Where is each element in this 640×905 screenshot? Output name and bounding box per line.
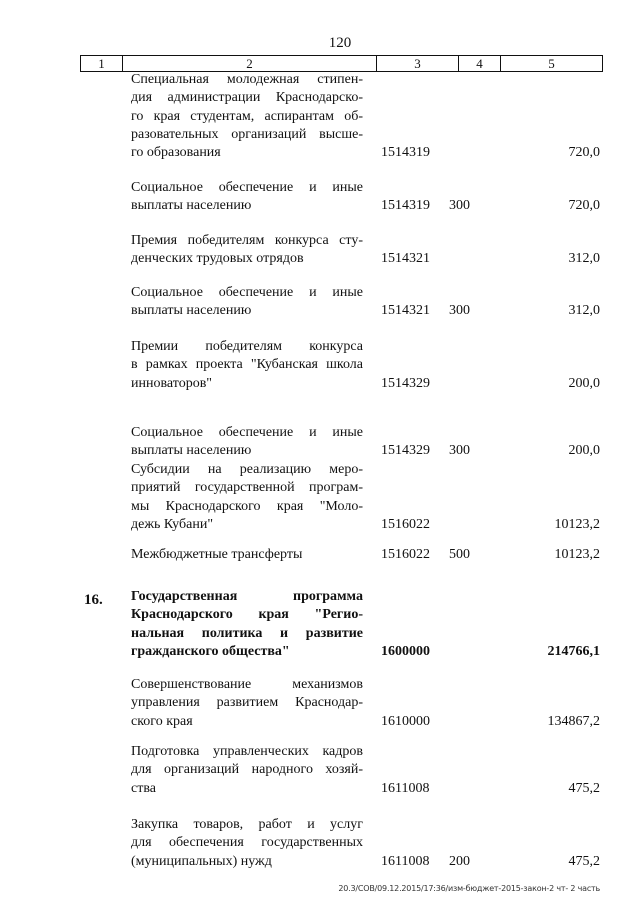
row-expense-type: 200 — [449, 853, 470, 869]
description-line: дежь Кубани" — [131, 516, 214, 532]
description-line: Специальная молодежная стипен- — [131, 72, 363, 87]
row-code: 1611008 — [381, 853, 430, 869]
description-line: выплаты населению — [131, 443, 252, 459]
row-code: 1514321 — [381, 251, 430, 267]
column-header-4: 4 — [459, 56, 501, 71]
page-number: 120 — [328, 35, 352, 51]
description-line: разовательных организаций высше- — [131, 126, 363, 142]
column-header-2: 2 — [123, 56, 377, 71]
row-description — [131, 461, 363, 534]
description-line: дия администрации Краснодарско- — [131, 90, 363, 106]
row-code: 1600000 — [381, 643, 430, 659]
column-header-1: 1 — [81, 56, 123, 71]
row-expense-type: 300 — [449, 303, 470, 319]
row-amount: 475,2 — [568, 780, 600, 796]
row-amount: 10123,2 — [554, 547, 600, 562]
row-amount: 10123,2 — [554, 516, 600, 532]
description-line: нальная политика и развитие — [131, 625, 363, 641]
table-header — [80, 55, 603, 72]
row-code: 1516022 — [381, 547, 430, 562]
description-line: Совершенствование механизмов — [131, 677, 363, 692]
row-description — [131, 232, 363, 269]
row-number: 16. — [84, 592, 103, 608]
description-line: го края студентам, аспирантам об- — [131, 108, 363, 124]
row-amount: 312,0 — [568, 303, 600, 319]
row-amount: 720,0 — [568, 198, 600, 214]
description-line: Социальное обеспечение и иные — [131, 425, 363, 440]
description-line: гражданского общества" — [131, 643, 290, 659]
row-description — [131, 424, 363, 461]
description-line: Социальное обеспечение и иные — [131, 285, 363, 300]
row-description — [131, 676, 363, 731]
row-code: 1514319 — [381, 145, 430, 161]
row-code: 1514319 — [381, 198, 430, 214]
column-header-3: 3 — [377, 56, 459, 71]
row-code: 1610000 — [381, 713, 430, 729]
description-line: ского края — [131, 713, 193, 729]
row-code: 1514329 — [381, 375, 430, 391]
row-description — [131, 546, 363, 564]
row-expense-type: 300 — [449, 443, 470, 459]
row-description — [131, 816, 363, 871]
row-expense-type: 500 — [449, 547, 470, 562]
row-description — [131, 588, 363, 661]
description-line: Закупка товаров, работ и услуг — [131, 817, 363, 832]
row-description — [131, 284, 363, 321]
description-line: Подготовка управленческих кадров — [131, 744, 363, 759]
column-header-5: 5 — [548, 56, 555, 71]
description-line: выплаты населению — [131, 303, 252, 319]
description-line: Субсидии на реализацию меро- — [131, 462, 363, 477]
description-line: Премия победителям конкурса сту- — [131, 233, 363, 248]
description-line: для обеспечения государственных — [131, 835, 363, 851]
row-amount: 200,0 — [568, 443, 600, 459]
row-amount: 475,2 — [568, 853, 600, 869]
row-code: 1516022 — [381, 516, 430, 532]
row-amount: 312,0 — [568, 251, 600, 267]
row-amount: 214766,1 — [547, 643, 600, 659]
description-line: мы Краснодарского края "Моло- — [131, 498, 363, 514]
row-expense-type: 300 — [449, 198, 470, 214]
row-description — [131, 71, 363, 162]
description-line: Государственная программа — [131, 589, 363, 604]
description-line: ства — [131, 780, 156, 796]
description-line: Межбюджетные трансферты — [131, 547, 303, 562]
footer-reference: 20.3/СОВ/09.12.2015/17:36/изм-бюджет-2015-закон-2 чт- 2 часть — [338, 884, 600, 893]
row-code: 1611008 — [381, 780, 430, 796]
description-line: Социальное обеспечение и иные — [131, 180, 363, 195]
description-line: управления развитием Краснодар- — [131, 695, 363, 711]
description-line: для организаций народного хозяй- — [131, 762, 363, 778]
description-line: выплаты населению — [131, 198, 252, 214]
description-line: (муниципальных) нужд — [131, 853, 272, 869]
description-line: денческих трудовых отрядов — [131, 251, 304, 267]
description-line: Премии победителям конкурса — [131, 339, 363, 354]
row-description — [131, 338, 363, 393]
row-amount: 200,0 — [568, 375, 600, 391]
description-line: го образования — [131, 145, 221, 161]
row-description — [131, 179, 363, 216]
description-line: в рамках проекта "Кубанская школа — [131, 357, 363, 373]
description-line: приятий государственной програм- — [131, 480, 363, 496]
row-amount: 134867,2 — [547, 713, 600, 729]
row-amount: 720,0 — [568, 145, 600, 161]
row-code: 1514321 — [381, 303, 430, 319]
description-line: Краснодарского края "Регио- — [131, 607, 363, 623]
description-line: инноваторов" — [131, 375, 213, 391]
row-code: 1514329 — [381, 443, 430, 459]
row-description — [131, 743, 363, 798]
